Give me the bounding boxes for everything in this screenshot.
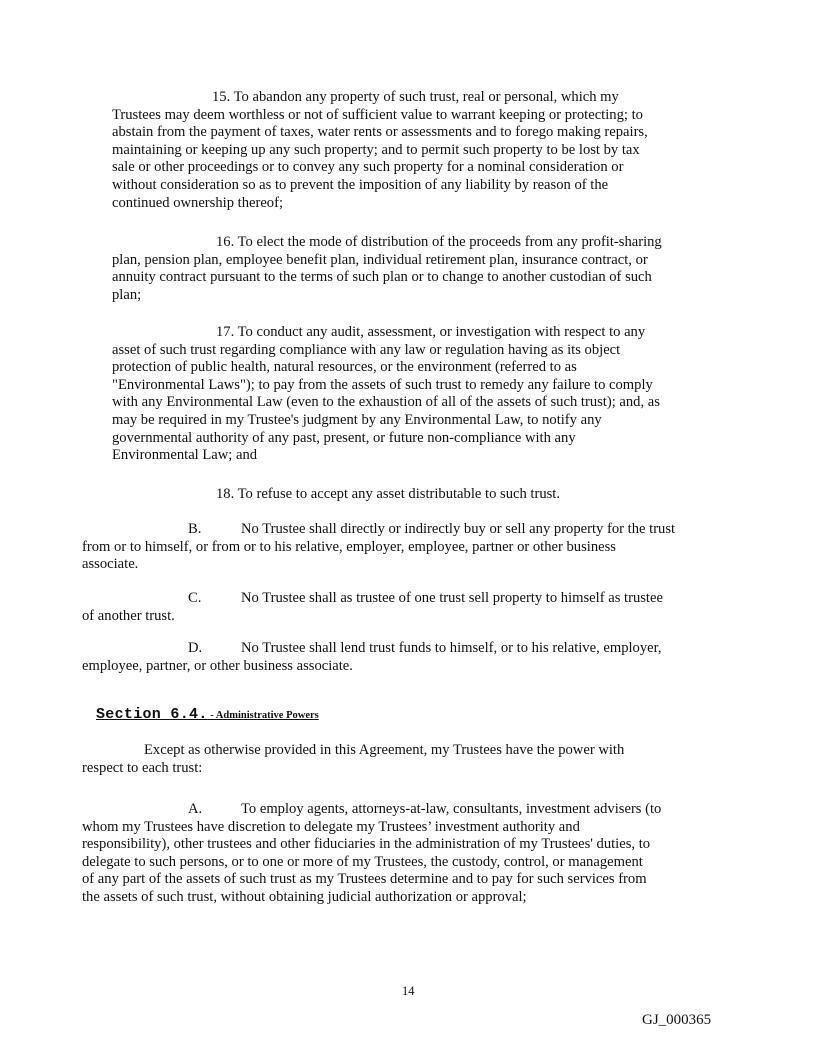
- text-line: 16. To elect the mode of distribution of the proceeds from any profit-sharing: [216, 234, 662, 250]
- text-line: respect to each trust:: [82, 759, 203, 776]
- intro-paragraph: [82, 742, 624, 777]
- paragraph-18: [216, 486, 560, 504]
- text-line: 15. To abandon any property of such trust, real or personal, which my: [212, 89, 619, 105]
- text-line: protection of public health, natural resources, or the environment (referred to as: [112, 359, 577, 376]
- paragraph-17: [112, 324, 660, 465]
- text-line: responsibility), other trustees and other fiduciaries in the administration of my Trustees' duties, to: [82, 836, 651, 853]
- paragraph-letter: B.: [188, 521, 202, 537]
- section-number: Section 6.4.: [96, 706, 208, 723]
- paragraph-letter: C.: [188, 590, 202, 606]
- text-line: annuity contract pursuant to the terms of such plan or to change to another custodian of such: [112, 269, 652, 286]
- paragraph-c: [82, 590, 663, 625]
- text-line: Environmental Law; and: [112, 447, 258, 464]
- text-line: 17. To conduct any audit, assessment, or investigation with respect to any: [216, 324, 646, 340]
- text-line: associate.: [82, 556, 139, 573]
- text-line: 18. To refuse to accept any asset distributable to such trust.: [216, 486, 561, 502]
- document-id: GJ_000365: [642, 1012, 712, 1028]
- text-line: may be required in my Trustee's judgment by any Environmental Law, to notify any: [112, 411, 602, 428]
- text-line: whom my Trustees have discretion to delegate my Trustees’ investment authority and: [82, 818, 580, 835]
- text-line: [82, 521, 675, 539]
- section-heading: [96, 706, 319, 725]
- paragraph-d: [82, 640, 662, 675]
- paragraph-b: [82, 521, 675, 574]
- text-line: "Environmental Laws"); to pay from the assets of such trust to remedy any failure to comply: [112, 376, 653, 393]
- text-line-first: No Trustee shall as trustee of one trust sell property to himself as trustee: [241, 590, 663, 606]
- text-line: with any Environmental Law (even to the exhaustion of all of the assets of such trust); and, as: [112, 394, 660, 411]
- text-line: plan, pension plan, employee benefit plan, individual retirement plan, insurance contract, or: [112, 251, 648, 268]
- text-line: delegate to such persons, or to one or more of my Trustees, the custody, control, or management: [82, 853, 643, 870]
- page-number: 14: [402, 984, 415, 998]
- text-line: maintaining or keeping up any such property; and to permit such property to be lost by tax: [112, 141, 640, 158]
- text-line: without consideration so as to prevent the imposition of any liability by reason of the: [112, 176, 609, 193]
- text-line: governmental authority of any past, present, or future non-compliance with any: [112, 429, 576, 446]
- text-line: plan;: [112, 286, 142, 303]
- text-line: from or to himself, or from or to his relative, employer, employee, partner or other business: [82, 538, 616, 555]
- paragraph-16: [112, 234, 662, 304]
- text-line: the assets of such trust, without obtaining judicial authorization or approval;: [82, 888, 527, 905]
- section-title: - Administrative Powers: [207, 710, 319, 721]
- paragraph-letter: D.: [188, 640, 203, 656]
- text-line: [82, 640, 662, 658]
- text-line: [82, 590, 663, 608]
- text-line: abstain from the payment of taxes, water rents or assessments and to forego making repairs,: [112, 124, 648, 141]
- text-line: sale or other proceedings or to convey any such property for a nominal consideration or: [112, 159, 624, 176]
- text-line: continued ownership thereof;: [112, 194, 284, 211]
- text-line: Except as otherwise provided in this Agreement, my Trustees have the power with: [144, 742, 625, 758]
- paragraph-15: [112, 89, 648, 212]
- text-line: [82, 801, 661, 819]
- text-line-first: No Trustee shall directly or indirectly buy or sell any property for the trust: [241, 521, 676, 537]
- paragraph-letter: A.: [188, 801, 203, 817]
- paragraph-a: [82, 801, 661, 907]
- text-line-first: No Trustee shall lend trust funds to himself, or to his relative, employer,: [241, 640, 662, 656]
- text-line-first: To employ agents, attorneys-at-law, consultants, investment advisers (to: [241, 801, 662, 817]
- text-line: Trustees may deem worthless or not of sufficient value to warrant keeping or protecting; to: [112, 106, 643, 123]
- text-line: asset of such trust regarding compliance with any law or regulation having as its object: [112, 341, 621, 358]
- text-line: employee, partner, or other business associate.: [82, 657, 353, 674]
- text-line: of any part of the assets of such trust as my Trustees determine and to pay for such services from: [82, 871, 647, 888]
- text-line: of another trust.: [82, 607, 175, 624]
